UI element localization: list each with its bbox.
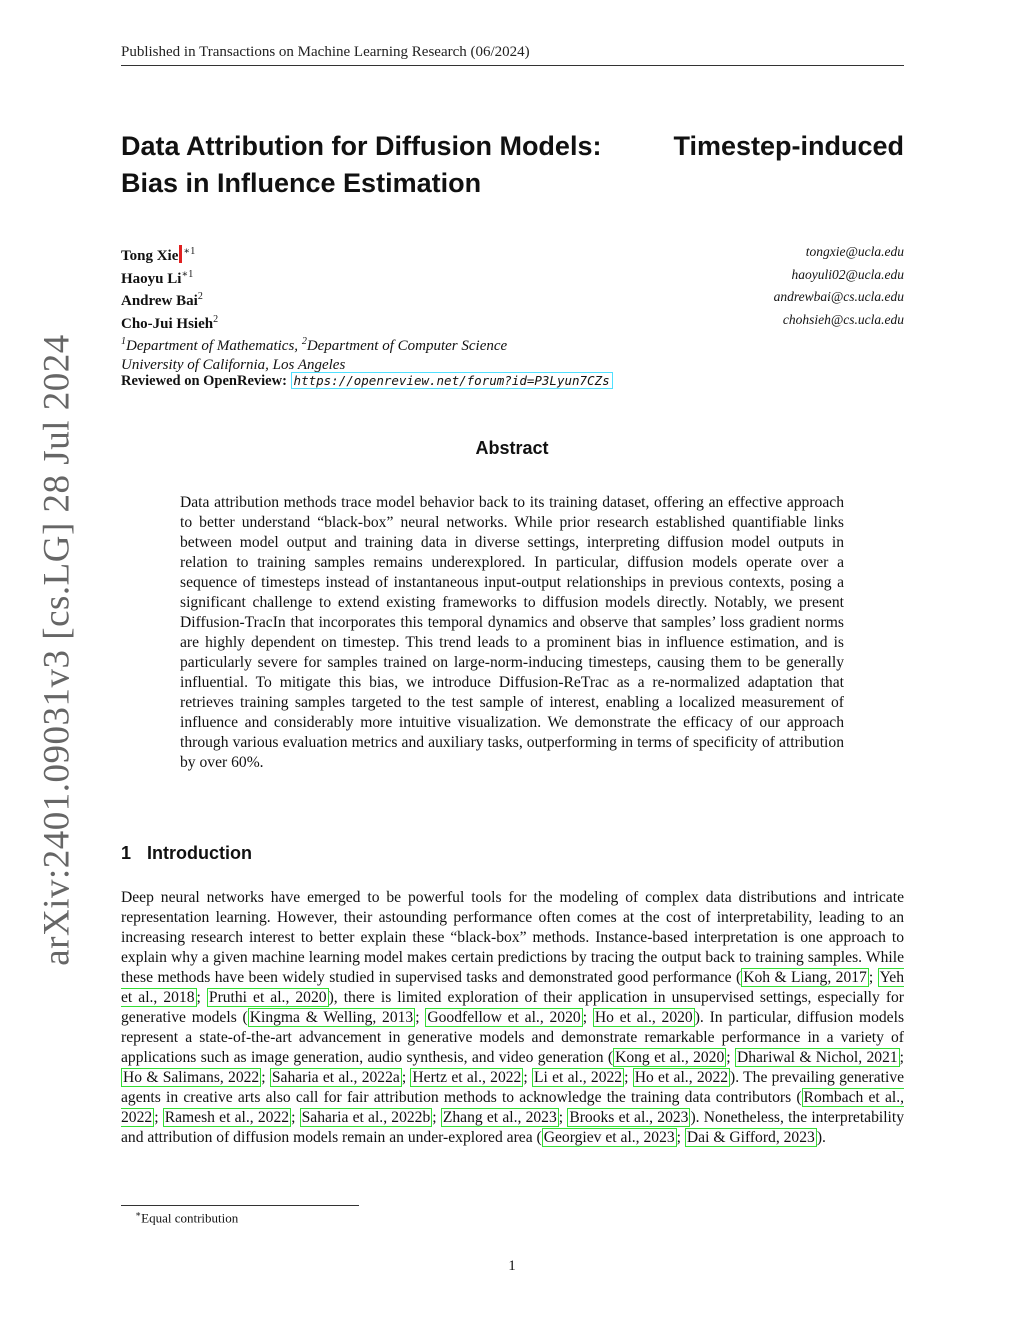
citation-link[interactable]: Rombach et al., 2022: [121, 1089, 904, 1126]
citation-link[interactable]: Ramesh et al., 2022: [164, 1109, 290, 1126]
abstract-text: Data attribution methods trace model behavior back to its training dataset, offering an effective approach to better understand “black-box” neural networks. While prior research established quantifiable links between model output and training data in diverse settings, interpreting diffusion model outputs in relation to training samples remains underexplored. In particular, diffusion models operate over a sequence of timesteps instead of instantaneous input-output relationships in previous contexts, posing a significant challenge to extend existing frameworks to diffusion models directly. Notably, we present Diffusion-TracIn that incorporates this temporal dynamics and observe that samples’ loss gradient norms are highly dependent on timestep. This trend leads to a prominent bias in influence estimation, and is particularly severe for samples trained on large-norm-inducing timesteps, causing them to be generally influential. To mitigate this bias, we introduce Diffusion-ReTrac as a re-normalized adaptation that retrieves training samples targeted to the test sample of interest, enabling a localized measurement of influence and considerably more intuitive visualization. We demonstrate the efficacy of our approach through various evaluation metrics and auxiliary tasks, outperforming in terms of specificity of attribution by over 60%.: [180, 494, 844, 771]
author-affil-mark: 2: [197, 291, 203, 303]
citation-link[interactable]: Kingma & Welling, 2013: [249, 1009, 414, 1026]
author-email[interactable]: haoyuli02@ucla.edu: [791, 266, 904, 282]
citation-link[interactable]: Yeh et al., 2018: [121, 969, 905, 1006]
citation-link[interactable]: Brooks et al., 2023: [569, 1109, 689, 1126]
author-name: Cho-Jui Hsieh: [121, 315, 214, 332]
citation-link[interactable]: Goodfellow et al., 2020: [427, 1009, 581, 1026]
footnote-text: Equal contribution: [141, 1210, 239, 1226]
footnote-mark: ∗: [135, 1209, 142, 1219]
citation-link[interactable]: Kong et al., 2020: [615, 1049, 725, 1066]
affiliation-university: University of California, Los Angeles: [121, 356, 346, 373]
author-affil-mark: 2: [213, 313, 219, 325]
affiliation-departments: $^1$Department of Mathematics, $^2$Department of Computer Science: [121, 336, 508, 355]
author-affil-mark: ∗1: [181, 268, 194, 280]
citation-link[interactable]: Ho & Salimans, 2022: [123, 1069, 260, 1086]
citation-link[interactable]: Georgiev et al., 2023: [543, 1129, 675, 1146]
citation-link[interactable]: Dhariwal & Nichol, 2021: [736, 1049, 898, 1066]
title-line1-part1: Data Attribution for Diffusion Models:: [121, 131, 602, 161]
header-rule: [121, 65, 904, 66]
author-name: Haoyu Li: [121, 270, 182, 287]
abstract-heading: Abstract: [475, 438, 549, 458]
paper-title: [121, 128, 904, 202]
citation-link[interactable]: Ho et al., 2020: [594, 1009, 693, 1026]
introduction-paragraph: Deep neural networks have emerged to be powerful tools for the modeling of complex data distributions and intricate representation learning. However, their astounding performance often comes at the cost of interpretability, leading to an increasing research interest to better explain these “black-box” methods. Instance-based interpretation is one approach to explain why a given machine learning model makes certain predictions by tracing the output back to training samples. While these methods have been widely studied in supervised tasks and demonstrated good performance ( Koh & Liang, 2017 ; Yeh et al., 2018 ; Pruthi et al., 2020 ), there is limited exploration of their application in unsupervised settings, especially for generative models ( Kingma & Welling, 2013 ; Goodfellow et al., 2020 ; Ho et al., 2020 ). In particular, diffusion models represent a state-of-the-art advancement in generative models and demonstrate remarkable performance in a variety of applications such as image generation, audio synthesis, and video generation ( Kong et al., 2020 ; Dhariwal & Nichol, 2021 ; Ho & Salimans, 2022 ; Saharia et al., 2022a ; Hertz et al., 2022 ; Li et al., 2022 ; Ho et al., 2022 ). The prevailing generative agents in creative arts also call for fair attribution methods to acknowledge the training data contributors ( Rombach et al., 2022 ; Ramesh et al., 2022 ; Saharia et al., 2022b ; Zhang et al., 2023 ; Brooks et al., 2023 ). Nonetheless, the interpretability and attribution of diffusion models remain an under-explored area ( Georgiev et al., 2023 ; Dai & Gifford, 2023 ).: [121, 889, 905, 1146]
author-email[interactable]: andrewbai@cs.ucla.edu: [773, 289, 904, 305]
author-email[interactable]: chohsieh@cs.ucla.edu: [782, 311, 904, 327]
citation-link[interactable]: Saharia et al., 2022b: [301, 1109, 431, 1126]
citation-link[interactable]: Koh & Liang, 2017: [743, 969, 867, 986]
section-heading-introduction: [121, 843, 252, 864]
section-number: 1: [121, 843, 132, 863]
author-email[interactable]: tongxie@ucla.edu: [805, 244, 904, 259]
author-row: [121, 266, 904, 289]
citation-link[interactable]: Zhang et al., 2023: [442, 1109, 557, 1126]
author-name: Tong Xie: [121, 248, 179, 264]
author-block: [121, 243, 904, 375]
citation-link[interactable]: Saharia et al., 2022a: [271, 1069, 400, 1086]
arxiv-identifier: arXiv:2401.09031v3 [cs.LG] 28 Jul 2024: [36, 334, 78, 966]
journal-header: Published in Transactions on Machine Learning Research (06/2024): [121, 44, 530, 60]
citation-link[interactable]: Hertz et al., 2022: [412, 1069, 522, 1086]
text-cursor: [179, 245, 182, 263]
author-row: [121, 243, 904, 266]
footnote: [135, 1209, 238, 1226]
openreview-line: [121, 373, 613, 390]
citation-link[interactable]: Pruthi et al., 2020: [208, 989, 327, 1006]
author-affil-mark: ∗1: [183, 246, 196, 257]
openreview-link[interactable]: https://openreview.net/forum?id=P3Lyun7CZs: [291, 372, 613, 389]
citation-link[interactable]: Ho et al., 2022: [634, 1069, 729, 1086]
citation-link[interactable]: Li et al., 2022: [533, 1069, 623, 1086]
title-line2: Bias in Influence Estimation: [121, 168, 482, 198]
author-row: [121, 288, 904, 311]
page-number: 1: [508, 1258, 516, 1274]
title-line1-part2: Timestep-induced: [673, 131, 904, 161]
author-name: Andrew Bai: [121, 293, 198, 310]
citation-link[interactable]: Dai & Gifford, 2023: [686, 1129, 815, 1146]
section-title: Introduction: [147, 843, 252, 863]
author-row: [121, 311, 904, 334]
openreview-label: Reviewed on OpenReview:: [121, 373, 287, 389]
footnote-rule: [121, 1205, 359, 1206]
